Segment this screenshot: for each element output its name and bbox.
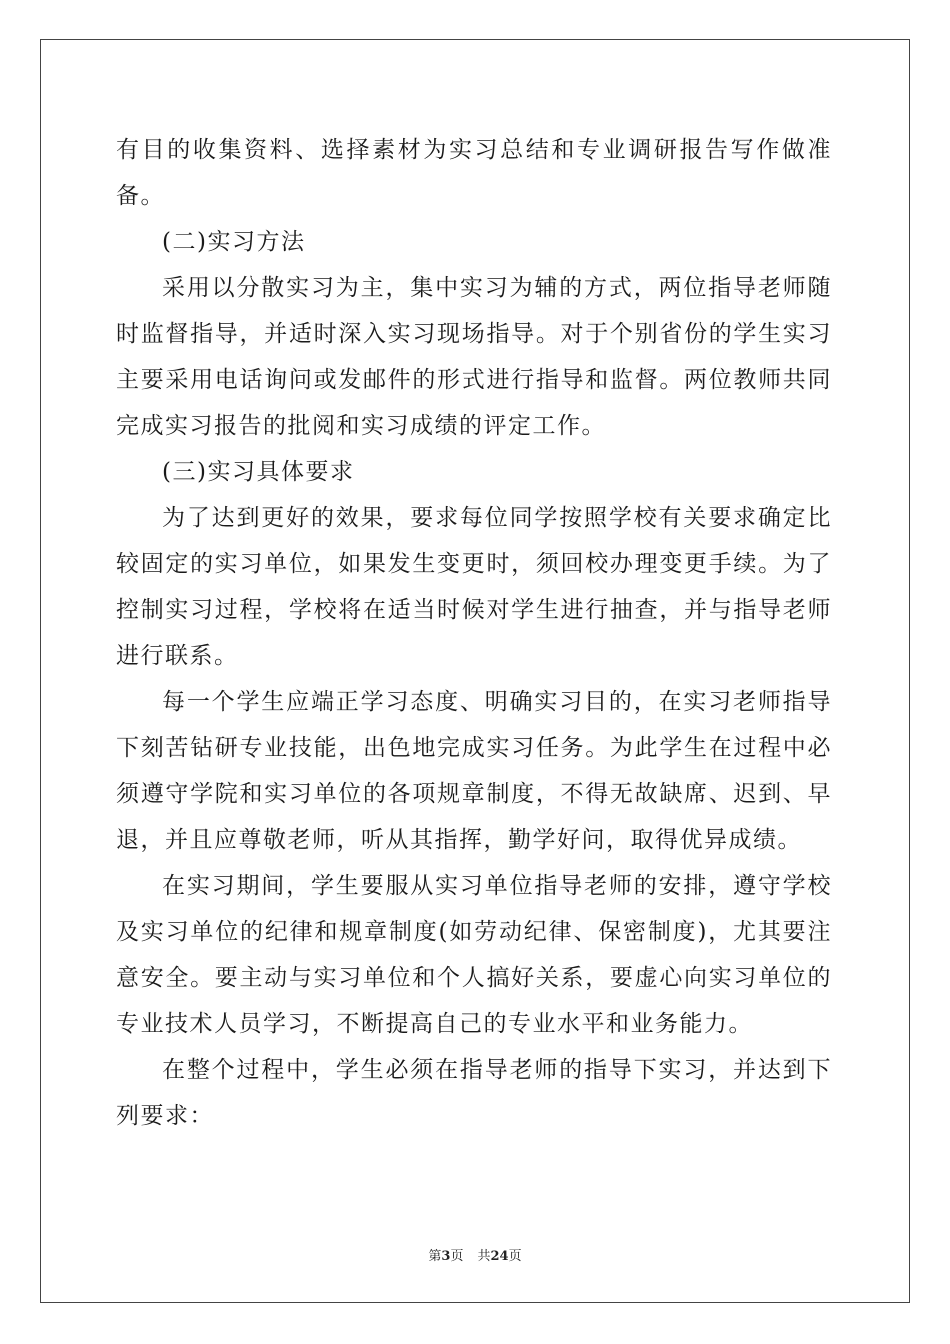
paragraph-requirements-4: 在整个过程中，学生必须在指导老师的指导下实习，并达到下列要求：	[116, 1057, 832, 1129]
footer-total-suffix: 页	[508, 1249, 522, 1264]
paragraph-1: 有目的收集资料、选择素材为实习总结和专业调研报告写作做准备。	[116, 137, 832, 209]
section-heading-method: (二)实习方法	[162, 229, 306, 255]
paragraph-method: 采用以分散实习为主，集中实习为辅的方式，两位指导老师随时监督指导，并适时深入实习现场指导。对于个别省份的学生实习主要采用电话询问或发邮件的形式进行指导和监督。两位教师共同完成实习报告的批阅和实习成绩的评定工作。	[116, 275, 832, 439]
paragraph-requirements-2: 每一个学生应端正学习态度、明确实习目的，在实习老师指导下刻苦钻研专业技能，出色地完成实习任务。为此学生在过程中必须遵守学院和实习单位的各项规章制度，不得无故缺席、迟到、早退，并且应尊敬老师，听从其指挥，勤学好问，取得优异成绩。	[116, 689, 832, 853]
page-footer	[0, 1247, 950, 1267]
footer-page-prefix: 第	[428, 1249, 442, 1264]
footer-page-number: 3	[441, 1249, 451, 1264]
document-body	[116, 127, 832, 1139]
paragraph-requirements-1: 为了达到更好的效果，要求每位同学按照学校有关要求确定比较固定的实习单位，如果发生变更时，须回校办理变更手续。为了控制实习过程，学校将在适当时候对学生进行抽查，并与指导老师进行联系。	[116, 505, 832, 669]
footer-total-prefix: 共	[477, 1249, 491, 1264]
footer-total-pages: 24	[490, 1249, 509, 1264]
footer-page-suffix: 页	[450, 1249, 464, 1264]
paragraph-requirements-3: 在实习期间，学生要服从实习单位指导老师的安排，遵守学校及实习单位的纪律和规章制度(如劳动纪律、保密制度)，尤其要注意安全。要主动与实习单位和个人搞好关系，要虚心向实习单位的专业技术人员学习，不断提高自己的专业水平和业务能力。	[116, 873, 832, 1037]
section-heading-requirements: (三)实习具体要求	[162, 459, 355, 485]
